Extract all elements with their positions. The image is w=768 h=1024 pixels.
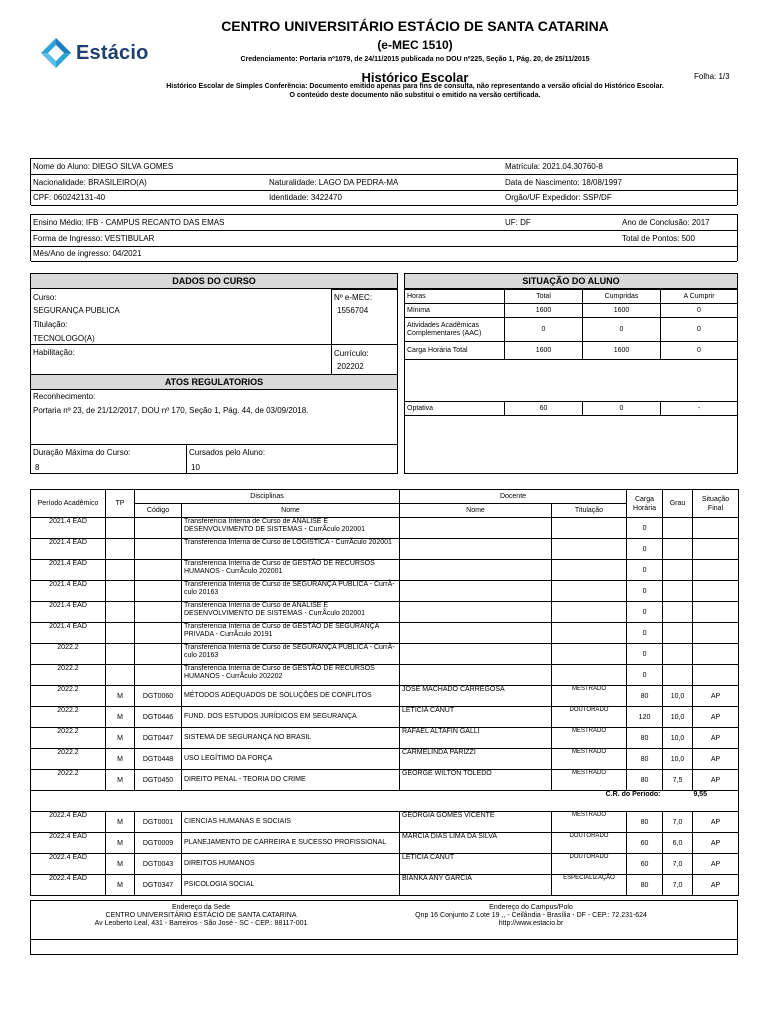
cell-carga: 80: [627, 728, 663, 749]
cell-periodo: 2021.4 EAD: [31, 602, 106, 623]
cell-codigo: [135, 602, 182, 623]
sit-cell: 1600: [583, 304, 661, 318]
uf: UF: DF: [505, 218, 531, 227]
cell-situacao: [693, 665, 739, 686]
cell-grau: 10,0: [663, 686, 693, 707]
col-docente-nome: Nome: [400, 504, 552, 518]
reconhecimento-label: Reconhecimento:: [33, 392, 96, 401]
cell-carga: 80: [627, 749, 663, 770]
cell-titulacao: [552, 602, 627, 623]
cell-periodo: 2022.2: [31, 749, 106, 770]
cell-docente: [400, 539, 552, 560]
matricula: Matrícula: 2021.04.30760-8: [505, 162, 603, 171]
emec-code: (e-MEC 1510): [377, 38, 453, 52]
orgao-expedidor: Orgão/UF Expedidor: SSP/DF: [505, 193, 612, 202]
cell-situacao: AP: [693, 854, 739, 875]
optativa-cell: -: [661, 402, 738, 416]
cell-nome: Transferencia Interna de Curso de SEGURANÇA PUBLICA - CurrÃculo 20163: [182, 644, 400, 665]
cell-titulacao: DOUTORADO: [552, 854, 627, 875]
cell-titulacao: ESPECIALIZAÇÃO: [552, 875, 627, 896]
cell-docente: [400, 560, 552, 581]
cell-tp: M: [106, 707, 135, 728]
page-counter: Folha: 1/3: [694, 72, 730, 81]
cell-codigo: DGT0009: [135, 833, 182, 854]
reconhecimento-value: Portaria nº 23, de 21/12/2017, DOU nº 170, Seção 1, Pág. 44, de 03/09/2018.: [33, 406, 309, 415]
sit-row-label: Mínima: [405, 304, 505, 318]
estacio-logo-icon: [40, 37, 72, 69]
cell-situacao: AP: [693, 875, 739, 896]
dados-curso: [30, 273, 398, 474]
cell-titulacao: MESTRADO: [552, 770, 627, 791]
cell-periodo: 2022.2: [31, 665, 106, 686]
document-title: Histórico Escolar: [361, 70, 469, 85]
cell-tp: M: [106, 728, 135, 749]
titulacao-label: Titulação:: [33, 320, 68, 329]
cell-nome: USO LEGÍTIMO DA FORÇA: [182, 749, 400, 770]
cell-codigo: DGT0043: [135, 854, 182, 875]
sit-cell: 1600: [505, 342, 583, 360]
cell-docente: [400, 623, 552, 644]
sit-row-label: Atividades Acadêmicas Complementares (AAC): [405, 318, 505, 342]
curso-label: Curso:: [33, 293, 57, 302]
cell-periodo: 2022.2: [31, 644, 106, 665]
table-row: [31, 665, 739, 686]
campus-address: Qnp 16 Conjunto Z Lote 19 ,, - Ceilândia - Brasília - DF - CEP.: 72.231-624: [415, 912, 647, 919]
col-periodo: Período Acadêmico: [31, 490, 106, 518]
cell-docente: [400, 644, 552, 665]
cell-docente: CARMELINDA PARIZZI: [400, 749, 552, 770]
cell-titulacao: [552, 581, 627, 602]
cell-codigo: [135, 581, 182, 602]
cell-grau: [663, 539, 693, 560]
credenciamento: Credenciamento: Portaria nº1079, de 24/11/2015 publicada no DOU nº225, Seção 1, Pág. 20, de 25/11/2015: [240, 56, 590, 63]
cell-titulacao: MESTRADO: [552, 812, 627, 833]
cell-grau: 7,0: [663, 854, 693, 875]
table-row: [31, 749, 739, 770]
table-row: [31, 854, 739, 875]
cell-tp: M: [106, 749, 135, 770]
cell-titulacao: [552, 539, 627, 560]
emec-label: Nº e-MEC:: [334, 293, 373, 302]
cell-grau: 10,0: [663, 728, 693, 749]
cell-carga: 0: [627, 665, 663, 686]
cell-periodo: 2022.4 EAD: [31, 833, 106, 854]
col-situacao: Situação Final: [693, 490, 739, 518]
atos-header: ATOS REGULATORIOS: [31, 374, 397, 390]
cell-grau: 10,0: [663, 749, 693, 770]
ingresso-info: [30, 214, 738, 261]
col-grau: Grau: [663, 490, 693, 518]
student-name: Nome do Aluno: DIEGO SILVA GOMES: [33, 162, 174, 171]
cell-docente: LETICIA CANUT: [400, 854, 552, 875]
table-row: [31, 644, 739, 665]
cell-tp: M: [106, 854, 135, 875]
logo-text: Estácio: [76, 41, 149, 64]
cell-codigo: [135, 539, 182, 560]
col-tp: TP: [106, 490, 135, 518]
cell-codigo: [135, 665, 182, 686]
cell-docente: MARCIA DIAS LIMA DA SILVA: [400, 833, 552, 854]
optativa-cell: 0: [583, 402, 661, 416]
cell-tp: M: [106, 833, 135, 854]
table-row: [31, 518, 739, 539]
cell-docente: GEORGE WILTON TOLEDO: [400, 770, 552, 791]
cell-nome: Transferencia Interna de Curso de ANALISE E DESENVOLVIMENTO DE SISTEMAS - CurrÃculo 202001: [182, 602, 400, 623]
table-row: [31, 539, 739, 560]
cell-grau: [663, 623, 693, 644]
cell-titulacao: MESTRADO: [552, 686, 627, 707]
table-row: [31, 875, 739, 896]
cell-carga: 0: [627, 560, 663, 581]
cell-tp: M: [106, 875, 135, 896]
cell-codigo: DGT0450: [135, 770, 182, 791]
table-row: [31, 812, 739, 833]
cell-periodo: 2021.4 EAD: [31, 581, 106, 602]
sit-cell: 1600: [505, 304, 583, 318]
cell-docente: JOSE MACHADO CARREGOSA: [400, 686, 552, 707]
cell-titulacao: [552, 644, 627, 665]
ensino-medio: Ensino Médio: IFB - CAMPUS RECANTO DAS EMAS: [33, 218, 225, 227]
col-nome: Nome: [182, 504, 400, 518]
cell-titulacao: MESTRADO: [552, 749, 627, 770]
table-row: [31, 686, 739, 707]
cell-docente: GEORGIA GOMES VICENTE: [400, 812, 552, 833]
sit-col-total: Total: [505, 290, 583, 304]
cell-situacao: AP: [693, 812, 739, 833]
cell-titulacao: [552, 560, 627, 581]
situacao-aluno: [404, 273, 738, 474]
cell-codigo: DGT0060: [135, 686, 182, 707]
sit-cell: 0: [661, 318, 738, 342]
notice-line-2: O conteúdo deste documento não substitui o emitido na versão certificada.: [289, 92, 541, 99]
dados-curso-header: DADOS DO CURSO: [31, 274, 397, 289]
cell-situacao: AP: [693, 833, 739, 854]
total-pontos: Total de Pontos: 500: [622, 234, 695, 243]
cell-tp: [106, 623, 135, 644]
table-row: [31, 602, 739, 623]
cell-tp: M: [106, 686, 135, 707]
cell-tp: [106, 644, 135, 665]
cell-situacao: [693, 623, 739, 644]
cell-grau: 6,0: [663, 833, 693, 854]
cell-codigo: DGT0001: [135, 812, 182, 833]
cell-carga: 0: [627, 581, 663, 602]
cell-docente: [400, 581, 552, 602]
cell-codigo: [135, 644, 182, 665]
cell-situacao: [693, 581, 739, 602]
sede-label: Endereço da Sede: [172, 904, 230, 911]
cell-nome: PLANEJAMENTO DE CARREIRA E SUCESSO PROFISSIONAL: [182, 833, 400, 854]
cell-nome: PSICOLOGIA SOCIAL: [182, 875, 400, 896]
cell-grau: 10,0: [663, 707, 693, 728]
situacao-table: [404, 289, 738, 360]
cell-tp: [106, 539, 135, 560]
cell-titulacao: MESTRADO: [552, 728, 627, 749]
cell-carga: 0: [627, 644, 663, 665]
cell-grau: [663, 602, 693, 623]
cell-situacao: AP: [693, 728, 739, 749]
cell-tp: [106, 665, 135, 686]
cell-codigo: [135, 560, 182, 581]
sit-col-cumpridas: Cumpridas: [583, 290, 661, 304]
cell-docente: RAFAEL ALTAFIN GALLI: [400, 728, 552, 749]
cell-situacao: AP: [693, 707, 739, 728]
cell-carga: 0: [627, 539, 663, 560]
institution-name: CENTRO UNIVERSITÁRIO ESTÁCIO DE SANTA CATARINA: [221, 18, 609, 34]
nascimento: Data de Nascimento: 18/08/1997: [505, 178, 622, 187]
optativa-label: Optativa: [405, 402, 505, 416]
situacao-header: SITUAÇÃO DO ALUNO: [405, 274, 737, 289]
disciplinas-table: [30, 489, 739, 896]
sit-cell: 0: [505, 318, 583, 342]
optativa-cell: 60: [505, 402, 583, 416]
sede-name: CENTRO UNIVERSITÁRIO ESTÁCIO DE SANTA CATARINA: [105, 912, 297, 919]
cell-nome: DIREITO PENAL - TEORIA DO CRIME: [182, 770, 400, 791]
titulacao-value: TECNOLOGO(A): [33, 334, 95, 343]
cell-titulacao: [552, 665, 627, 686]
cell-periodo: 2022.2: [31, 728, 106, 749]
cell-docente: [400, 518, 552, 539]
cell-grau: 7,0: [663, 875, 693, 896]
cell-carga: 0: [627, 518, 663, 539]
cell-grau: 7,5: [663, 770, 693, 791]
cell-carga: 80: [627, 875, 663, 896]
cell-codigo: DGT0446: [135, 707, 182, 728]
col-disciplinas: Disciplinas: [135, 490, 400, 504]
cell-situacao: [693, 539, 739, 560]
naturalidade: Naturalidade: LAGO DA PEDRA-MA: [269, 178, 399, 187]
forma-ingresso: Forma de Ingresso: VESTIBULAR: [33, 234, 155, 243]
emec-value: 1556704: [337, 306, 369, 315]
col-docente: Docente: [400, 490, 627, 504]
campus-label: Endereço do Campus/Polo: [489, 904, 573, 911]
cell-docente: [400, 602, 552, 623]
cell-periodo: 2022.4 EAD: [31, 812, 106, 833]
habilitacao-label: Habilitação:: [33, 348, 75, 357]
cell-nome: FUND. DOS ESTUDOS JURÍDICOS EM SEGURANÇA: [182, 707, 400, 728]
cell-carga: 60: [627, 854, 663, 875]
cell-situacao: [693, 518, 739, 539]
mes-ano-ingresso: Mês/Ano de ingresso: 04/2021: [33, 249, 142, 258]
cell-nome: Transferencia Interna de Curso de GESTÃO DE RECURSOS HUMANOS - CurrÃculo 202202: [182, 665, 400, 686]
cell-titulacao: DOUTORADO: [552, 833, 627, 854]
cell-periodo: 2021.4 EAD: [31, 560, 106, 581]
cell-grau: [663, 518, 693, 539]
cell-codigo: [135, 623, 182, 644]
cell-periodo: 2022.2: [31, 770, 106, 791]
notice: [130, 82, 700, 100]
curriculo-value: 202202: [337, 362, 364, 371]
cell-carga: 0: [627, 623, 663, 644]
table-row: [31, 707, 739, 728]
cell-situacao: [693, 602, 739, 623]
cell-nome: CIENCIAS HUMANAS E SOCIAIS: [182, 812, 400, 833]
curso-value: SEGURANÇA PUBLICA: [33, 306, 120, 315]
table-row: [31, 728, 739, 749]
curriculo-label: Currículo:: [334, 349, 369, 358]
cell-carga: 60: [627, 833, 663, 854]
table-row: [31, 833, 739, 854]
table-row: [31, 770, 739, 791]
identidade: Identidade: 3422470: [269, 193, 342, 202]
sit-col-horas: Horas: [405, 290, 505, 304]
cell-situacao: AP: [693, 749, 739, 770]
cr-value: 9,55: [663, 791, 739, 812]
table-row: [31, 581, 739, 602]
sit-cell: 1600: [583, 342, 661, 360]
cell-situacao: [693, 644, 739, 665]
cell-titulacao: DOUTORADO: [552, 707, 627, 728]
cell-grau: [663, 665, 693, 686]
cpf: CPF: 060242131-40: [33, 193, 106, 202]
cell-carga: 80: [627, 812, 663, 833]
cell-tp: [106, 560, 135, 581]
cell-nome: SISTEMA DE SEGURANÇA NO BRASIL: [182, 728, 400, 749]
cell-titulacao: [552, 518, 627, 539]
cell-grau: [663, 644, 693, 665]
notice-line-1: Histórico Escolar de Simples Conferência: Documento emitido apenas para fins de consulta, não representando a versão oficial do Histórico Escolar.: [166, 83, 664, 90]
cell-periodo: 2022.4 EAD: [31, 854, 106, 875]
sit-cell: 0: [661, 304, 738, 318]
cell-nome: MÉTODOS ADEQUADOS DE SOLUÇÕES DE CONFLITOS: [182, 686, 400, 707]
cell-tp: [106, 581, 135, 602]
cell-tp: M: [106, 812, 135, 833]
cell-situacao: AP: [693, 770, 739, 791]
sit-col-acumprir: A Cumprir: [661, 290, 738, 304]
cell-docente: [400, 665, 552, 686]
cursados-label: Cursados pelo Aluno:: [189, 448, 266, 457]
cell-nome: DIREITOS HUMANOS: [182, 854, 400, 875]
sit-cell: 0: [583, 318, 661, 342]
cell-codigo: DGT0447: [135, 728, 182, 749]
ano-conclusao: Ano de Conclusão: 2017: [622, 218, 710, 227]
cell-situacao: AP: [693, 686, 739, 707]
duracao-label: Duração Máxima do Curso:: [33, 448, 131, 457]
cell-nome: Transferencia Interna de Curso de GESTÃO DE SEGURANÇA PRIVADA - CurrÃculo 20191: [182, 623, 400, 644]
footer: [30, 900, 738, 955]
sit-row-label: Carga Horária Total: [405, 342, 505, 360]
cell-codigo: [135, 518, 182, 539]
cell-tp: M: [106, 770, 135, 791]
cell-titulacao: [552, 623, 627, 644]
col-carga: Carga Horária: [627, 490, 663, 518]
cell-periodo: 2021.4 EAD: [31, 539, 106, 560]
optativa-table: [404, 401, 738, 416]
cell-carga: 80: [627, 686, 663, 707]
nacionalidade: Nacionalidade: BRASILEIRO(A): [33, 178, 147, 187]
cell-carga: 80: [627, 770, 663, 791]
table-row: [31, 623, 739, 644]
cell-nome: Transferencia Interna de Curso de GESTÃO DE RECURSOS HUMANOS - CurrÃculo 202001: [182, 560, 400, 581]
cell-grau: 7,0: [663, 812, 693, 833]
cell-carga: 0: [627, 602, 663, 623]
cell-nome: Transferencia Interna de Curso de SEGURANÇA PUBLICA - CurrÃculo 20163: [182, 581, 400, 602]
cursados-value: 10: [191, 463, 200, 472]
sit-cell: 0: [661, 342, 738, 360]
cell-tp: [106, 518, 135, 539]
campus-url: http://www.estacio.br: [498, 920, 564, 927]
cell-grau: [663, 581, 693, 602]
cell-tp: [106, 602, 135, 623]
cell-situacao: [693, 560, 739, 581]
sede-address: Av Leoberto Leal, 431 - Barreiros - São José - SC - CEP.: 88117-001: [94, 920, 308, 927]
cell-codigo: DGT0347: [135, 875, 182, 896]
cell-codigo: DGT0448: [135, 749, 182, 770]
cell-periodo: 2022.2: [31, 707, 106, 728]
cell-periodo: 2022.4 EAD: [31, 875, 106, 896]
cell-docente: LETICIA CANUT: [400, 707, 552, 728]
cell-periodo: 2021.4 EAD: [31, 518, 106, 539]
cell-nome: Transferencia Interna de Curso de LOGISTICA - CurrÃculo 202001: [182, 539, 400, 560]
cell-grau: [663, 560, 693, 581]
col-codigo: Código: [135, 504, 182, 518]
cell-nome: Transferencia Interna de Curso de ANALISE E DESENVOLVIMENTO DE SISTEMAS - CurrÃculo 202001: [182, 518, 400, 539]
cr-label: C.R. do Período:: [31, 791, 663, 812]
duracao-value: 8: [35, 463, 40, 472]
table-row: [31, 560, 739, 581]
col-titulacao: Titulação: [552, 504, 627, 518]
cell-docente: BIANKA ANY GARCIA: [400, 875, 552, 896]
cell-carga: 120: [627, 707, 663, 728]
student-info: [30, 158, 738, 205]
cell-periodo: 2022.2: [31, 686, 106, 707]
cell-periodo: 2021.4 EAD: [31, 623, 106, 644]
